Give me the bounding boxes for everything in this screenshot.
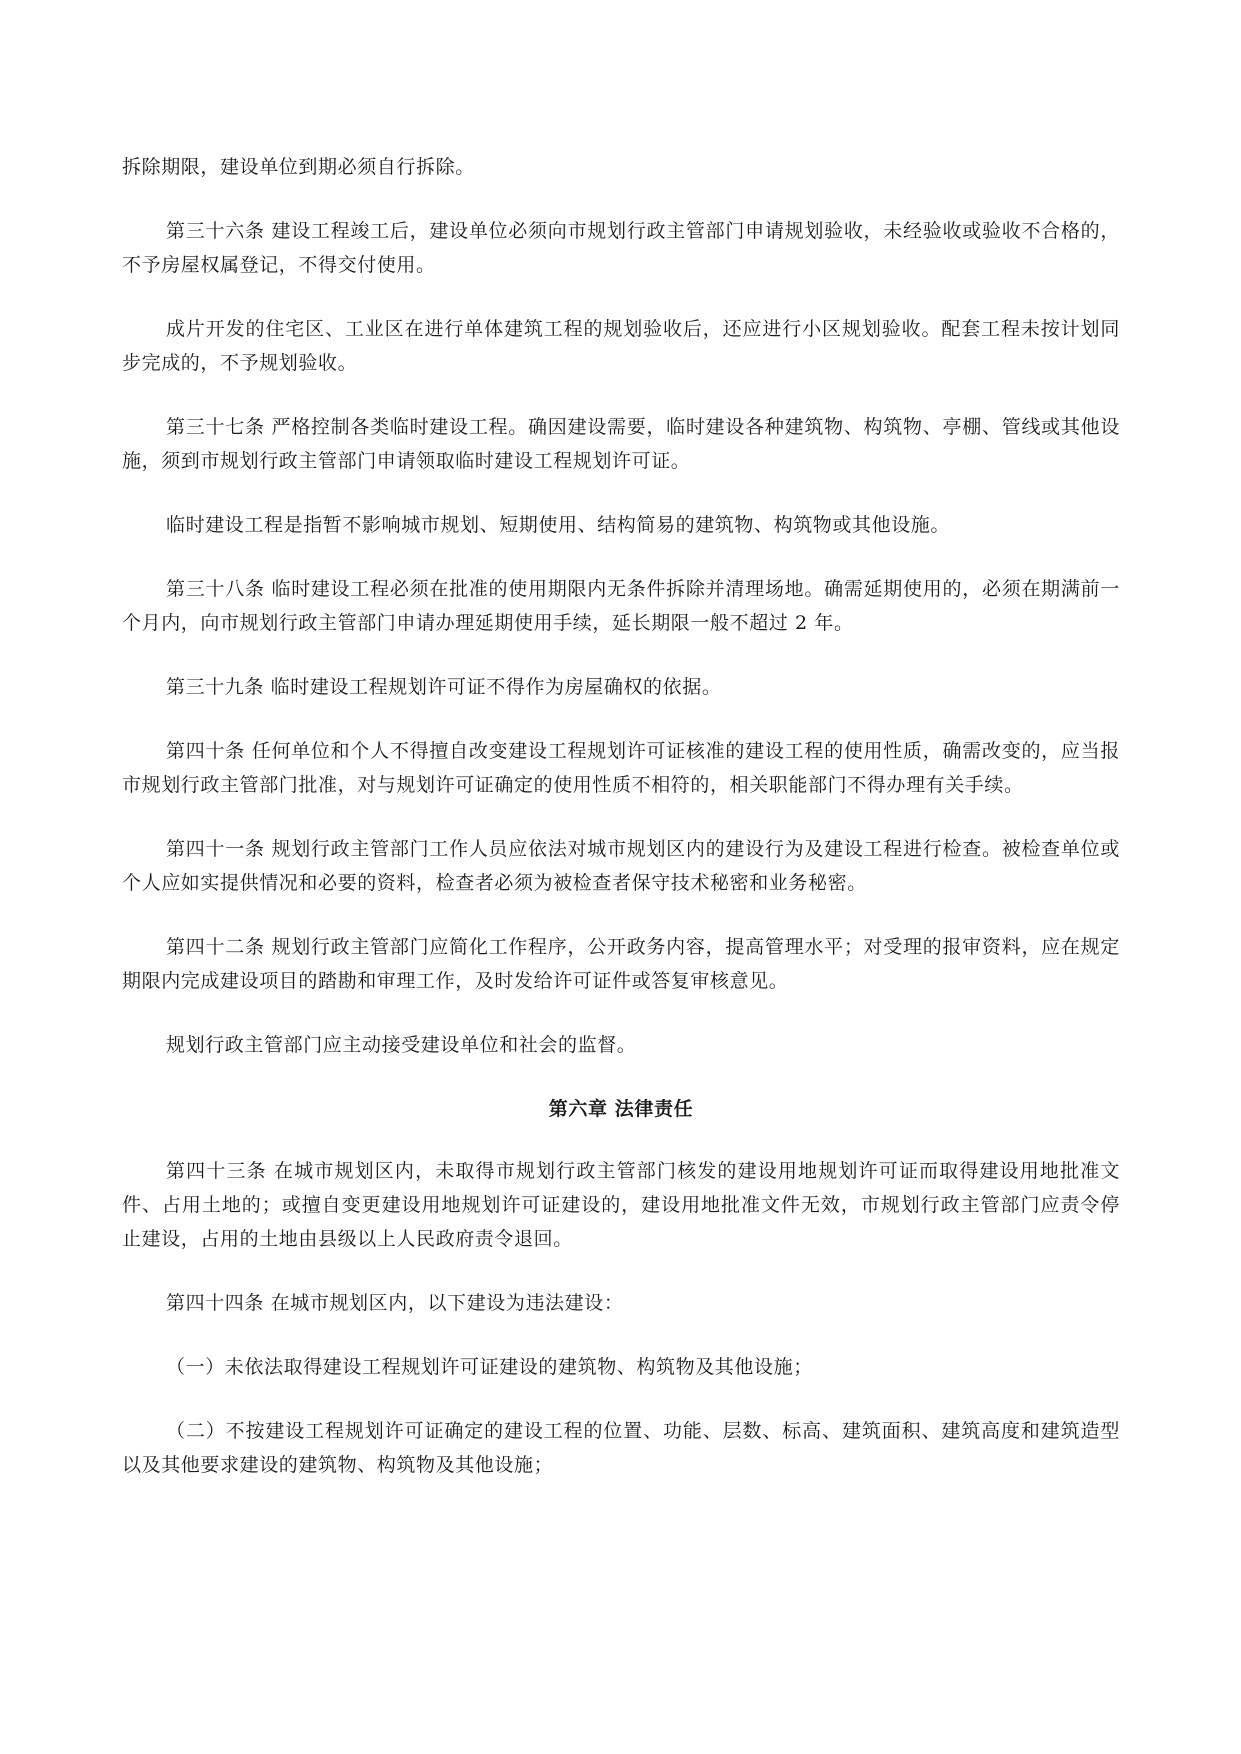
article-36-clause-2: 成片开发的住宅区、工业区在进行单体建筑工程的规划验收后，还应进行小区规划验收。配套工程未按计划同步完成的，不予规划验收。	[122, 318, 1120, 374]
article-43: 第四十三条 在城市规划区内，未取得市规划行政主管部门核发的建设用地规划许可证而取得建设用地批准文件、占用土地的；或擅自变更建设用地规划许可证建设的，建设用地批准文件无效，市规划行政主管部门应责令停止建设，占用的土地由县级以上人民政府责令退回。	[122, 1160, 1120, 1250]
article-41: 第四十一条 规划行政主管部门工作人员应依法对城市规划区内的建设行为及建设工程进行检查。被检查单位或个人应如实提供情况和必要的资料，检查者必须为被检查者保守技术秘密和业务秘密。	[122, 838, 1120, 894]
chapter-heading: 第六章 法律责任	[548, 1098, 694, 1120]
article-42-clause-2: 规划行政主管部门应主动接受建设单位和社会的监督。	[166, 1034, 637, 1056]
article-44: 第四十四条 在城市规划区内，以下建设为违法建设：	[166, 1292, 624, 1314]
article-40: 第四十条 任何单位和个人不得擅自改变建设工程规划许可证核准的建设工程的使用性质，确需改变的，应当报市规划行政主管部门批准，对与规划许可证确定的使用性质不相符的，相关职能部门不得办理有关手续。	[122, 740, 1120, 796]
article-42: 第四十二条 规划行政主管部门应简化工作程序，公开政务内容，提高管理水平；对受理的报审资料，应在规定期限内完成建设项目的踏勘和审理工作，及时发给许可证件或答复审核意见。	[122, 936, 1120, 992]
paragraph-continuation: 拆除期限，建设单位到期必须自行拆除。	[122, 156, 475, 178]
article-44-item-2: （二）不按建设工程规划许可证确定的建设工程的位置、功能、层数、标高、建筑面积、建筑高度和建筑造型以及其他要求建设的建筑物、构筑物及其他设施；	[122, 1420, 1120, 1476]
article-38: 第三十八条 临时建设工程必须在批准的使用期限内无条件拆除并清理场地。确需延期使用的，必须在期满前一个月内，向市规划行政主管部门申请办理延期使用手续，延长期限一般不超过 2 年。	[122, 578, 1120, 634]
article-36: 第三十六条 建设工程竣工后，建设单位必须向市规划行政主管部门申请规划验收，未经验收或验收不合格的，不予房屋权属登记，不得交付使用。	[122, 220, 1120, 276]
document-page	[122, 150, 1120, 1512]
article-44-item-1: （一）未依法取得建设工程规划许可证建设的建筑物、构筑物及其他设施；	[166, 1356, 813, 1378]
article-39: 第三十九条 临时建设工程规划许可证不得作为房屋确权的依据。	[166, 676, 722, 698]
article-37-clause-2: 临时建设工程是指暂不影响城市规划、短期使用、结构简易的建筑物、构筑物或其他设施。	[166, 514, 951, 536]
article-37: 第三十七条 严格控制各类临时建设工程。确因建设需要，临时建设各种建筑物、构筑物、亭棚、管线或其他设施，须到市规划行政主管部门申请领取临时建设工程规划许可证。	[122, 416, 1120, 472]
